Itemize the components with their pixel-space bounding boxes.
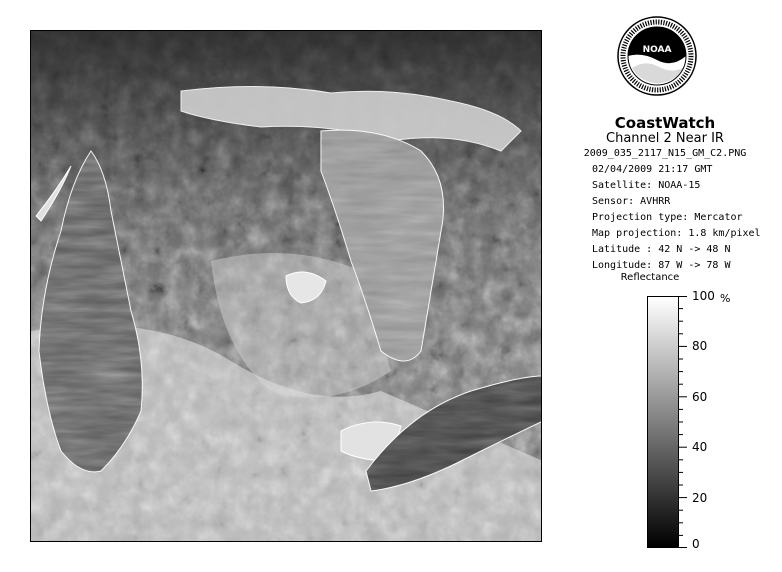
sensor: Sensor: AVHRR: [592, 196, 671, 207]
colorbar-tick-label: 60: [692, 389, 708, 404]
channel-subtitle: Channel 2 Near IR: [606, 131, 724, 146]
longitude: Longitude: 87 W -> 78 W: [592, 260, 731, 271]
reflectance-colorbar: [647, 296, 679, 548]
map-projection: Map projection: 1.8 km/pixel: [592, 228, 761, 239]
projection-type: Projection type: Mercator: [592, 212, 743, 223]
satellite: Satellite: NOAA-15: [592, 180, 701, 191]
colorbar-tick-label: 0: [692, 537, 700, 551]
title: CoastWatch: [614, 114, 716, 132]
filename: 2009_035_2117_N15_GM_C2.PNG: [583, 148, 747, 159]
colorbar-tick-label: 80: [692, 339, 708, 354]
colorbar-ticks: [679, 296, 689, 548]
noaa-logo-icon: [617, 16, 697, 96]
noaa-logo-text: NOAA: [642, 45, 672, 55]
satellite-image: [30, 30, 542, 542]
legend-title: Reflectance: [620, 272, 680, 283]
colorbar-tick-label: 100: [692, 289, 715, 303]
colorbar-tick-label: 40: [692, 440, 708, 455]
colorbar-tick-label: 20: [692, 490, 708, 505]
latitude: Latitude : 42 N -> 48 N: [592, 244, 731, 255]
legend-unit: %: [720, 292, 731, 305]
datetime: 02/04/2009 21:17 GMT: [592, 164, 713, 175]
